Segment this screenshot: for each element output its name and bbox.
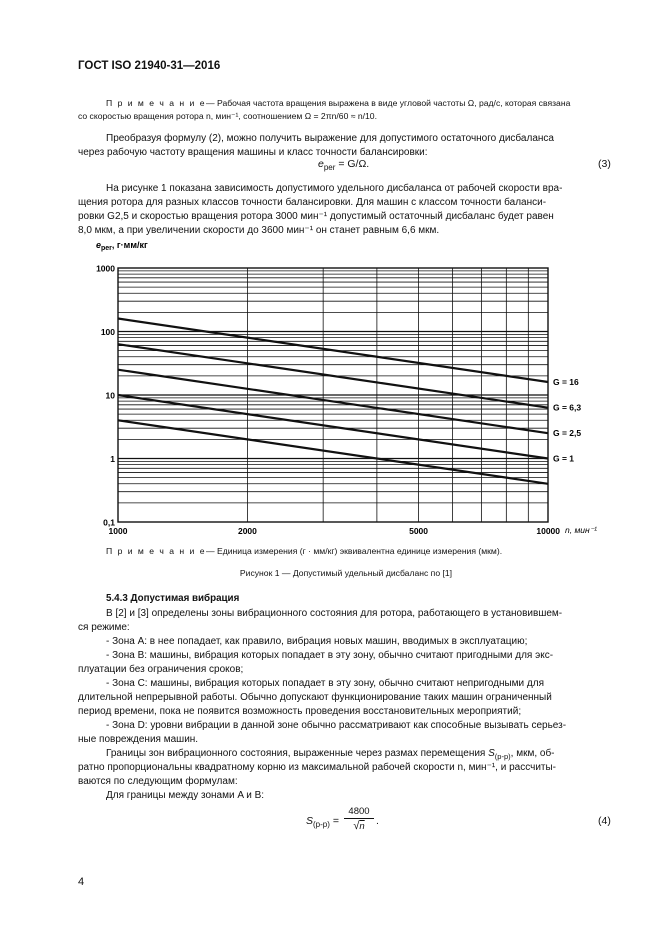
y-tick-label: 100 [100,327,115,337]
figure-caption: Рисунок 1 — Допустимый удельный дисбаланс по [1] [239,568,453,578]
formula-3-rhs: = G/Ω. [335,158,370,170]
para-5: Для границы между зонами A и B: [106,790,265,801]
y-axis-label: $e_{per}$, г·мм/кг [96,240,148,252]
x-axis-label: n, мин⁻¹ [565,525,597,535]
para-4-text-a: Границы зон вибрационного состояния, выраженные через размах перемещения [106,748,489,759]
chart-grid [118,268,548,522]
zone-c-line2: длительной непрерывной работы. Обычно допускают функционирование таких машин ограниченный [78,692,552,703]
formula-4-lhs: S [306,815,314,827]
para-1-line2: через рабочую частоту вращения машины и класс точности балансировки: [78,147,428,158]
para-2-line3: ровки G2,5 и скоростью вращения ротора 3000 мин⁻¹ допустимый остаточный дисбаланс будет равен [78,211,554,222]
x-tick-label: 10000 [536,526,560,536]
formula-3-sub: per [323,163,336,173]
section-heading [106,593,239,604]
note-1-line2: со скоростью вращения ротора n, мин⁻¹, соотношением Ω = 2πn/60 ≈ n/10. [78,111,377,121]
formula-4-sub: (p-p) [313,820,330,830]
formula-4-eq: = [329,815,339,827]
para-2-line2: щения ротора для разных классов точности балансировки. Для машин с классом точности баланси- [78,197,547,208]
zone-b-line2: плуатации без ограничения сроков; [78,664,244,675]
para-4-text-b: , мкм, об- [510,748,555,759]
formula-4-end: . [376,815,379,827]
para-4-line2: ратно пропорциональны квадратному корню из максимальной рабочей скорости n, мин⁻¹, и рассчиты- [78,762,556,773]
para-4-symbol: S [488,748,495,759]
y-tick-label: 0,1 [103,517,115,528]
para-1-line1: Преобразуя формулу (2), можно получить выражение для допустимого остаточного дисбаланса [106,133,554,144]
note-2-text: — Единица измерения (г · мм/кг) эквивалентна единице измерения (мкм). [206,546,503,556]
series-label: G = 2,5 [553,428,582,439]
formula-4-denominator: √n [353,820,365,832]
formula-3-number: (3) [598,158,611,170]
document-header: ГОСТ ISO 21940-31—2016 [78,60,221,72]
zone-c-line1: - Зона C: машины, вибрация которых попадает в эту зону, обычно считают непригодными для [106,678,544,689]
note-label: П р и м е ч а н и е [106,98,207,108]
section-number: 5.4.3 [106,593,128,604]
section-title: Допустимая вибрация [130,593,240,604]
formula-4-numerator: 4800 [344,806,374,819]
series-label: G = 1 [553,453,575,464]
y-tick-label: 10 [105,390,115,401]
series-label: G = 6,3 [553,402,582,413]
note-2-label: П р и м е ч а н и е [106,546,207,556]
y-axis-ticks [96,264,115,528]
series-label: G = 16 [553,377,579,388]
formula-4-number: (4) [598,815,611,827]
para-4-line3: ваются по следующим формулам: [78,776,238,787]
para-2-line4: 8,0 мкм, а при увеличении скорости до 3600 мин⁻¹ он станет равным 6,6 мкм. [78,225,440,236]
chart-series-labels [553,377,581,463]
para-4-symbol-sub: (p-p) [494,752,511,761]
y-tick-label: 1 [110,454,115,464]
para-3-line2: ся режиме: [78,622,130,633]
series-line [118,420,548,484]
para-3-line1: В [2] и [3] определены зоны вибрационного состояния для ротора, работающего в установившем- [106,608,563,619]
x-tick-label: 1000 [108,526,128,536]
zone-d-line1: - Зона D: уровни вибрации в данной зоне обычно рассматривают как способные вызывать серьез- [106,720,567,731]
formula-3-lhs: e [318,158,324,170]
note-text-line1: — Рабочая частота вращения выражена в виде угловой частоты Ω, рад/с, которая связана [206,98,571,108]
zone-c-line3: период времени, пока не появится возможность проведения восстановительных мероприятий; [78,706,522,717]
y-tick-label: 1000 [96,263,115,274]
x-tick-label: 5000 [409,526,429,536]
x-axis-ticks [109,526,561,536]
page-number: 4 [78,876,85,888]
zone-b-line1: - Зона B: машины, вибрация которых попадает в эту зону, обычно считают пригодными для экс- [106,650,554,661]
para-2-line1: На рисунке 1 показана зависимость допустимого удельного дисбаланса от рабочей скорости вра- [106,183,563,194]
zone-a: - Зона A: в нее попадает, как правило, вибрация новых машин, вводимых в эксплуатацию; [106,636,528,647]
zone-d-line2: ные повреждения машин. [78,734,199,745]
x-tick-label: 2000 [237,526,257,536]
note-2 [106,545,502,558]
